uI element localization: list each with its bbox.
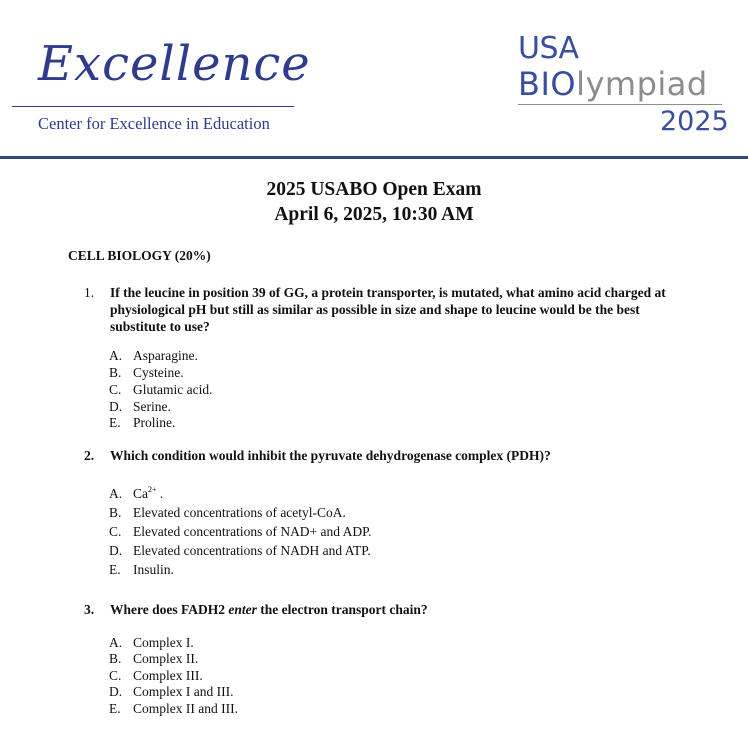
- answer-option[interactable]: [109, 504, 346, 521]
- option-letter: B.: [109, 365, 122, 380]
- answer-option[interactable]: [109, 398, 171, 415]
- option-text: Elevated concentrations of NAD+ and ADP.: [133, 524, 372, 539]
- exam-date: April 6, 2025, 10:30 AM: [274, 204, 474, 225]
- usabo-logo-lympiad: lympiad: [576, 65, 708, 103]
- answer-option[interactable]: [109, 347, 198, 364]
- option-letter: A.: [109, 348, 123, 363]
- option-letter: E.: [109, 701, 121, 716]
- option-letter: E.: [109, 415, 121, 430]
- answer-option[interactable]: [109, 634, 194, 651]
- question-number: 1.: [84, 285, 95, 300]
- answer-option[interactable]: [109, 485, 163, 502]
- option-letter: C.: [109, 524, 122, 539]
- option-text: Complex III.: [133, 668, 203, 683]
- answer-option[interactable]: [109, 561, 174, 578]
- option-superscript: 2+: [148, 485, 157, 494]
- answer-option[interactable]: [109, 381, 212, 398]
- question-number: 3.: [84, 602, 95, 617]
- option-letter: A.: [109, 635, 123, 650]
- option-letter: D.: [109, 399, 123, 414]
- option-text: Elevated concentrations of acetyl-CoA.: [133, 505, 346, 520]
- header-divider: [0, 156, 748, 159]
- excellence-logo-script: Excellence: [38, 36, 311, 92]
- question-text: If the leucine in position 39 of GG, a protein transporter, is mutated, what amino acid charged at physiological pH but still as similar as possible in size and shape to leucine would be the best substitute to use?: [110, 285, 666, 334]
- option-letter: A.: [109, 486, 123, 501]
- usabo-logo-wordmark: [518, 66, 708, 102]
- option-letter: B.: [109, 505, 122, 520]
- usabo-logo-bio: BIO: [518, 65, 577, 103]
- section-heading: CELL BIOLOGY (20%): [68, 248, 211, 263]
- question-text-after: the electron transport chain?: [256, 602, 428, 617]
- option-text: Complex I.: [133, 635, 194, 650]
- option-letter: B.: [109, 651, 122, 666]
- option-letter: C.: [109, 668, 122, 683]
- excellence-logo-rule: [12, 106, 294, 107]
- answer-option[interactable]: [109, 700, 238, 717]
- answer-option[interactable]: [109, 364, 184, 381]
- option-text: Complex II.: [133, 651, 199, 666]
- option-text: Ca: [133, 486, 148, 501]
- answer-option[interactable]: [109, 523, 372, 540]
- usabo-logo-rule: [518, 104, 722, 105]
- option-text: Elevated concentrations of NADH and ATP.: [133, 543, 371, 558]
- answer-option[interactable]: [109, 414, 175, 431]
- usabo-logo-usa: USA: [518, 31, 579, 66]
- option-text: Glutamic acid.: [133, 382, 213, 397]
- exam-title: 2025 USABO Open Exam: [266, 179, 482, 200]
- option-text: Proline.: [133, 415, 176, 430]
- option-text: Serine.: [133, 399, 171, 414]
- usabo-logo-year: 2025: [660, 106, 729, 137]
- option-letter: E.: [109, 562, 121, 577]
- answer-option[interactable]: [109, 683, 233, 700]
- option-text: Cysteine.: [133, 365, 184, 380]
- answer-option[interactable]: [109, 667, 203, 684]
- question-text: Which condition would inhibit the pyruvate dehydrogenase complex (PDH)?: [110, 448, 551, 463]
- option-text: Complex I and III.: [133, 684, 234, 699]
- excellence-logo-tagline: Center for Excellence in Education: [38, 114, 270, 133]
- option-letter: C.: [109, 382, 122, 397]
- question-text: [110, 601, 670, 618]
- option-letter: D.: [109, 543, 123, 558]
- answer-option[interactable]: [109, 650, 198, 667]
- option-text: Complex II and III.: [133, 701, 238, 716]
- option-text: Insulin.: [133, 562, 174, 577]
- option-text-suffix: .: [156, 486, 164, 501]
- option-text: Asparagine.: [133, 348, 198, 363]
- option-letter: D.: [109, 684, 123, 699]
- question-text-before: Where does FADH2: [110, 602, 229, 617]
- question-text-emphasis: enter: [228, 602, 257, 617]
- question-number: 2.: [84, 448, 95, 463]
- answer-option[interactable]: [109, 542, 371, 559]
